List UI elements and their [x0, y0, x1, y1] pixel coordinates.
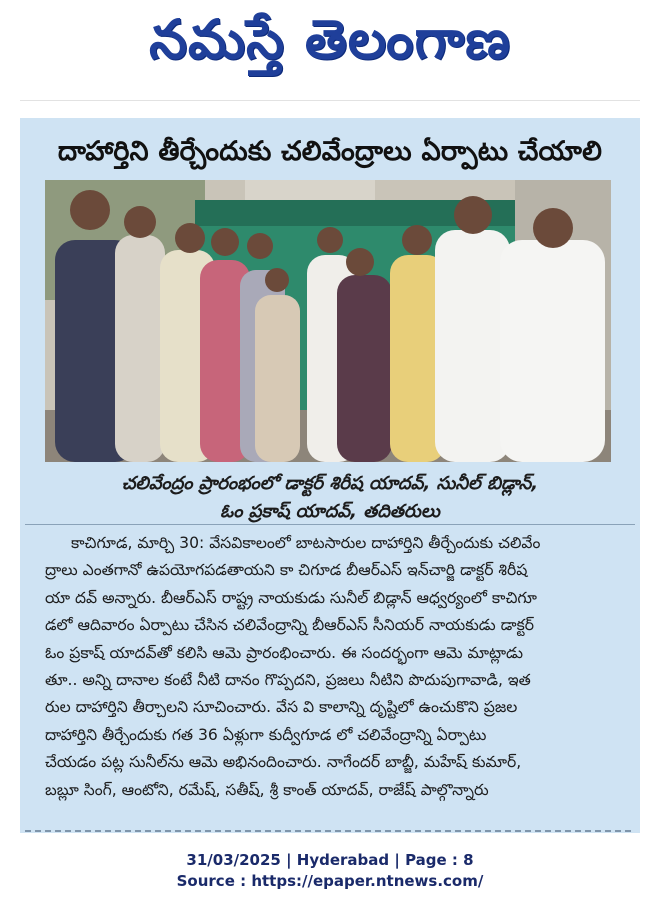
footer-date-location: 31/03/2025 | Hyderabad | Page : 8	[186, 851, 474, 869]
masthead	[0, 0, 660, 100]
body-line: కాచిగూడ, మార్చి 30: వేసవికాలంలో బాటసారుల దాహార్తిని తీర్చేందుకు చలివేం	[71, 534, 541, 552]
masthead-divider	[20, 100, 640, 101]
caption-line: ఓం ప్రకాష్ యాదవ్, తదితరులు	[220, 501, 440, 522]
article-clipping	[20, 118, 640, 833]
body-line: ఓం ప్రకాష్ యాదవ్‌తో కలిసి ఆమె ప్రారంభించారు. ఈ సందర్భంగా ఆమె మాట్లాడు	[45, 643, 523, 662]
body-line: చేయడం పట్ల సునీల్‌ను ఆమె అభినందించారు. నాగేందర్ బాబ్జీ, మహేష్ కుమార్,	[45, 753, 522, 772]
masthead-logo: నమస్తే తెలంగాణ	[149, 8, 511, 71]
caption-divider	[25, 524, 635, 525]
body-line: బబ్లూ సింగ్, ఆంటోని, రమేష్, సతీష్, శ్రీ కాంత్ యాదవ్, రాజేష్ పాల్గొన్నారు	[45, 780, 489, 799]
caption-line: చలివేంద్రం ప్రారంభంలో డాక్టర్ శిరీష యాదవ్, సునీల్ బిడ్లాన్,	[121, 473, 539, 494]
bottom-divider	[25, 830, 635, 832]
body-line: డలో ఆదివారం ఏర్పాటు చేసిన చలివేంద్రాన్ని బీఆర్ఎస్ సీనియర్ నాయకుడు డాక్టర్	[45, 616, 535, 635]
body-line: ద్రాలు ఎంతగానో ఉపయోగపడతాయని కా చిగూడ బీఆర్ఎస్ ఇన్‌చార్జి డాక్టర్ శిరీష	[45, 561, 528, 580]
article-body	[45, 530, 618, 804]
photo-caption	[40, 470, 620, 526]
article-photo	[45, 180, 611, 462]
body-line: యా దవ్ అన్నారు. బీఆర్ఎస్ రాష్ట్ర నాయకుడు సునీల్ బిడ్లాన్ ఆధ్వర్యంలో కాచిగూ	[45, 588, 537, 607]
page-footer	[0, 850, 660, 892]
footer-source: Source : https://epaper.ntnews.com/	[176, 872, 484, 890]
article-headline: దాహార్తిని తీర్చేందుకు చలివేంద్రాలు ఏర్పాటు చేయాలి	[57, 136, 603, 167]
body-line: దాహార్తిని తీర్చేందుకు గత 36 ఏళ్లుగా కుద్వీగూడ లో చలివేంద్రాన్ని ఏర్పాటు	[45, 725, 487, 744]
body-line: తూ.. అన్ని దానాల కంటే నీటి దానం గొప్పదని, ప్రజలు నీటిని పొదుపుగావాడి, ఇత	[45, 671, 531, 690]
body-line: రుల దాహార్తిని తీర్చాలని సూచించారు. వేస వి కాలాన్ని దృష్టిలో ఉంచుకొని ప్రజల	[45, 698, 518, 717]
